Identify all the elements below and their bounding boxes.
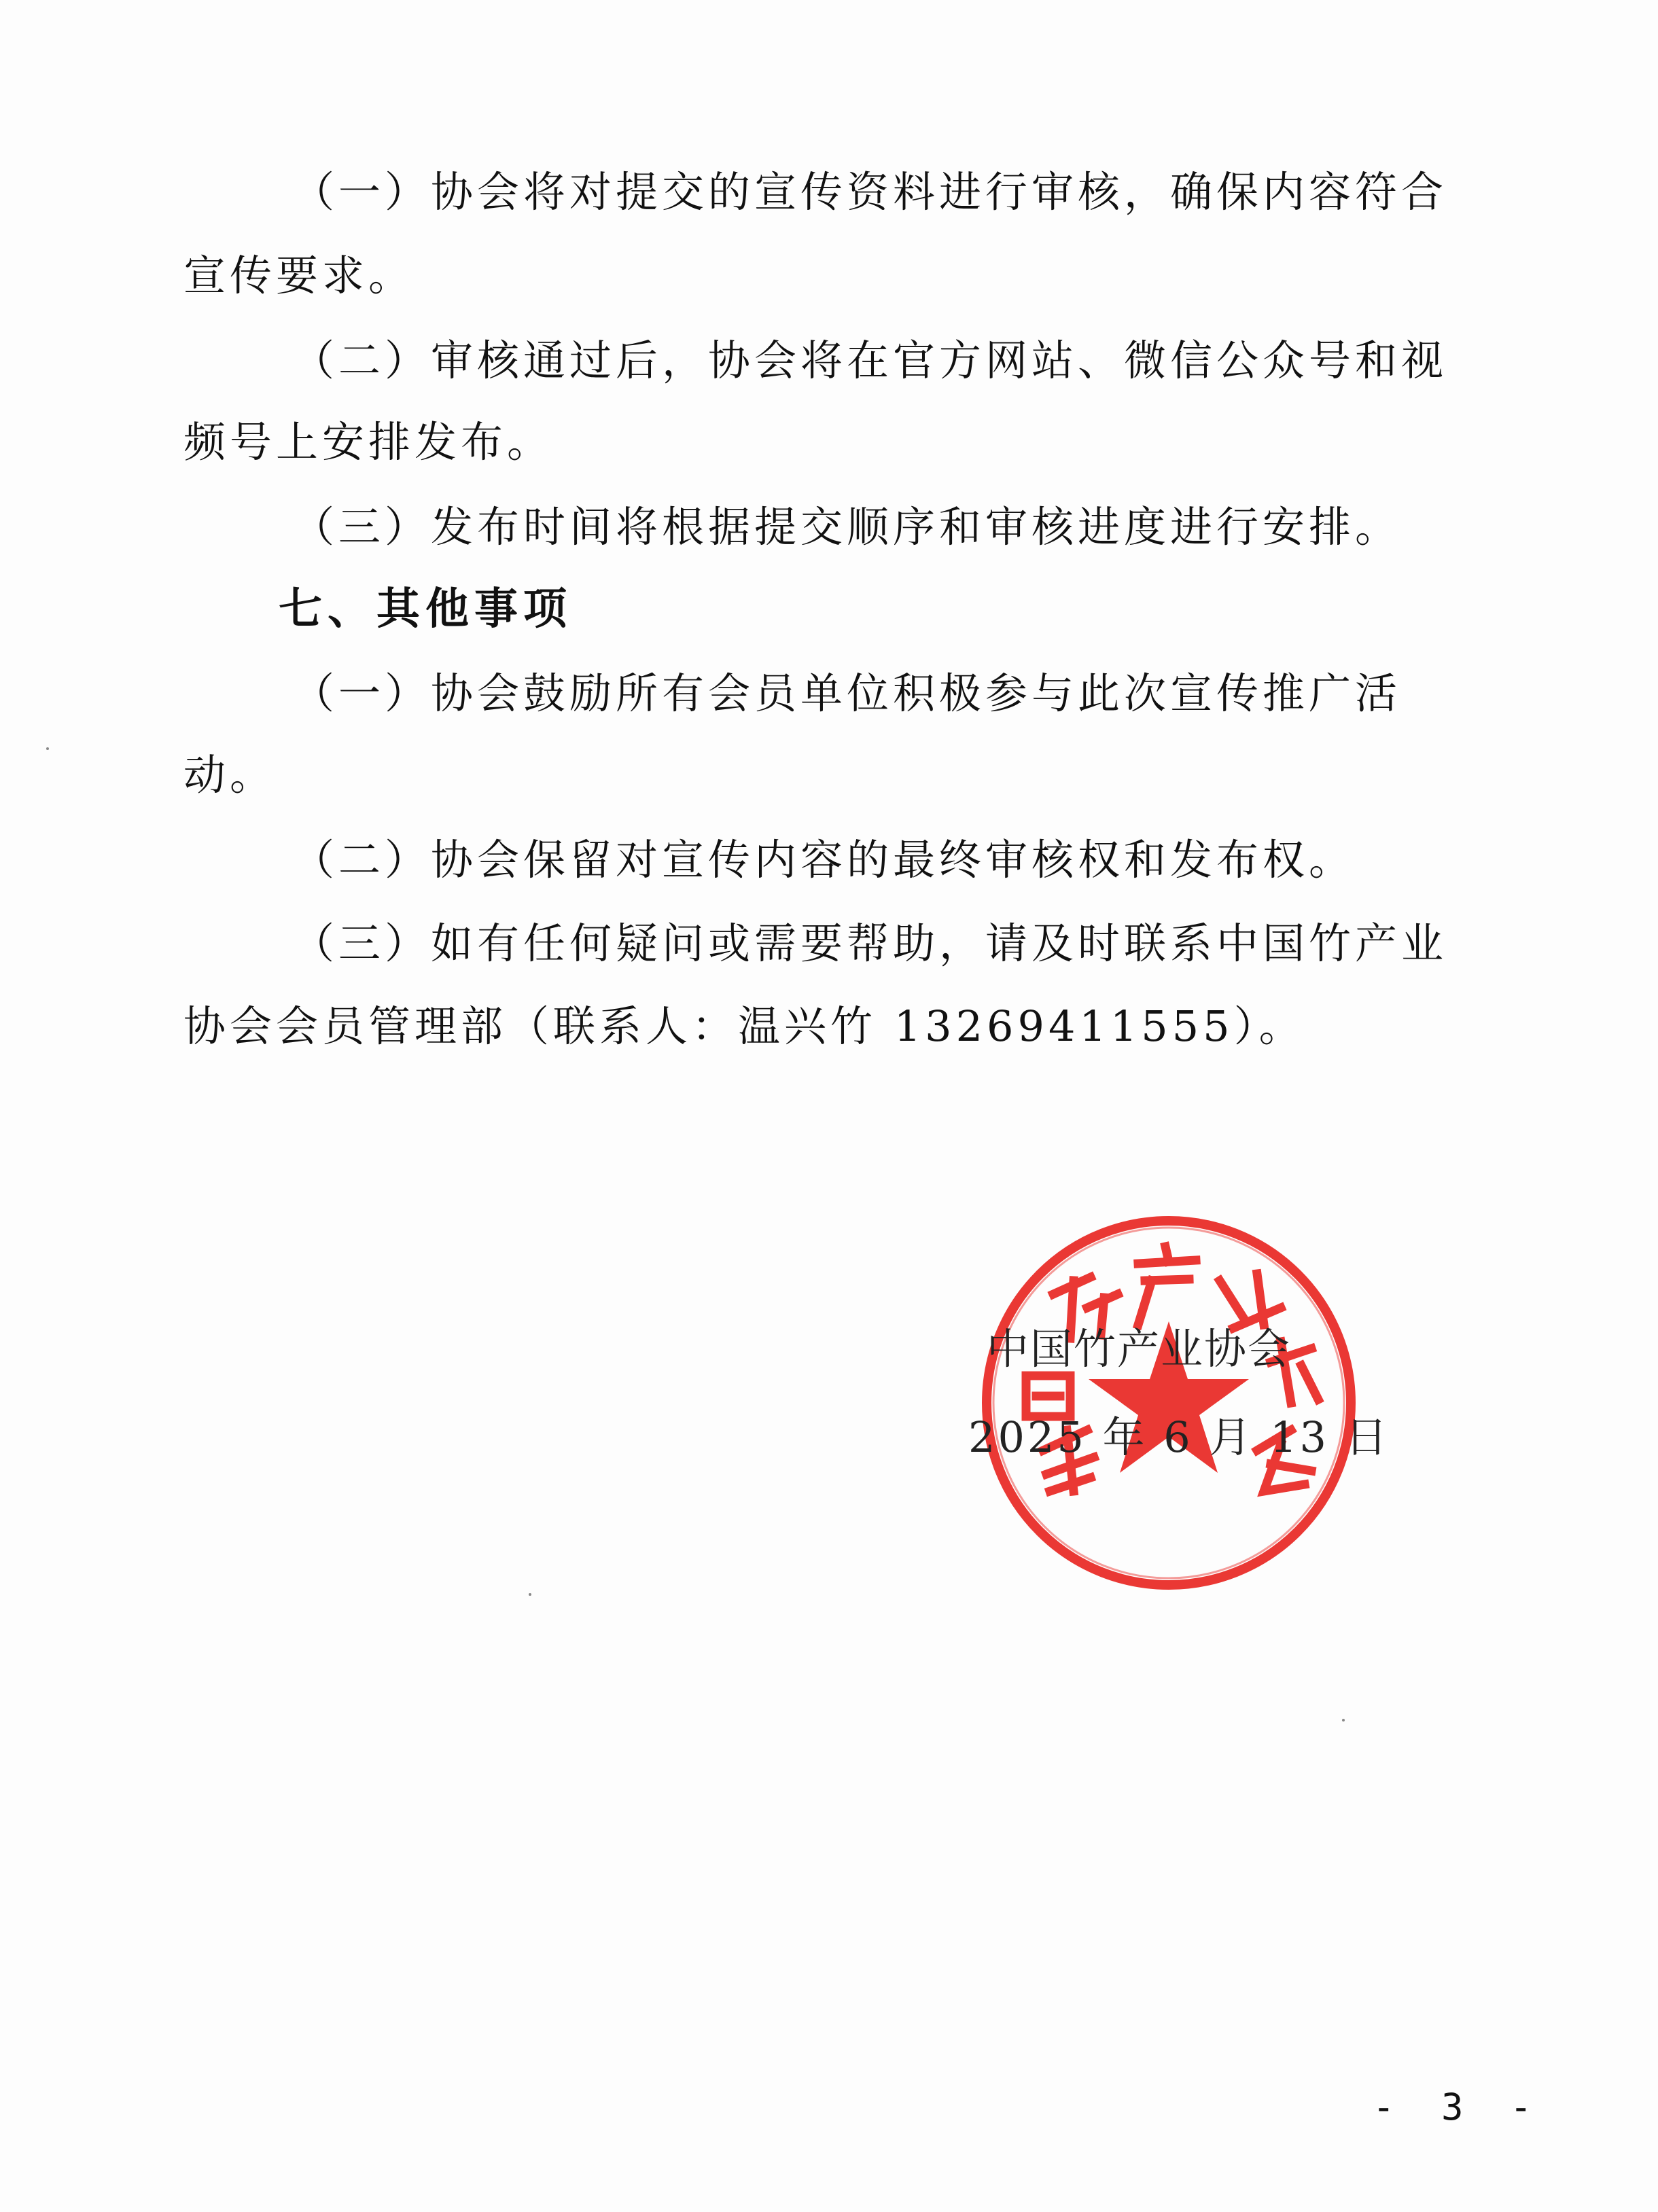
signature-date: 2025 年 6 月 13 日 bbox=[968, 1412, 1390, 1462]
section-heading: 七、其他事项 bbox=[279, 584, 572, 635]
paragraph-line: 协会会员管理部（联系人：温兴竹 13269411555）。 bbox=[183, 1001, 1305, 1051]
paragraph-line: （二）审核通过后，协会将在官方网站、微信公众号和视 bbox=[292, 336, 1448, 385]
official-seal-icon bbox=[972, 1206, 1366, 1600]
paragraph-line: 动。 bbox=[183, 750, 277, 800]
paragraph-line: （二）协会保留对宣传内容的最终审核权和发布权。 bbox=[292, 835, 1356, 885]
signature-organization: 中国竹产业协会 bbox=[987, 1324, 1292, 1374]
paragraph-line: （一）协会鼓励所有会员单位积极参与此次宣传推广活 bbox=[292, 668, 1402, 718]
paragraph-line: 宣传要求。 bbox=[183, 251, 415, 300]
scan-speck bbox=[1342, 1719, 1345, 1722]
scan-speck bbox=[529, 1593, 531, 1596]
paragraph-line: （三）发布时间将根据提交顺序和审核进度进行安排。 bbox=[292, 502, 1402, 552]
page-number: - 3 - bbox=[1373, 2086, 1545, 2128]
paragraph-line: （一）协会将对提交的宣传资料进行审核，确保内容符合 bbox=[292, 167, 1448, 217]
paragraph-line: 频号上安排发布。 bbox=[183, 417, 554, 467]
scan-speck bbox=[46, 747, 49, 750]
paragraph-line: （三）如有任何疑问或需要帮助，请及时联系中国竹产业 bbox=[292, 918, 1448, 968]
